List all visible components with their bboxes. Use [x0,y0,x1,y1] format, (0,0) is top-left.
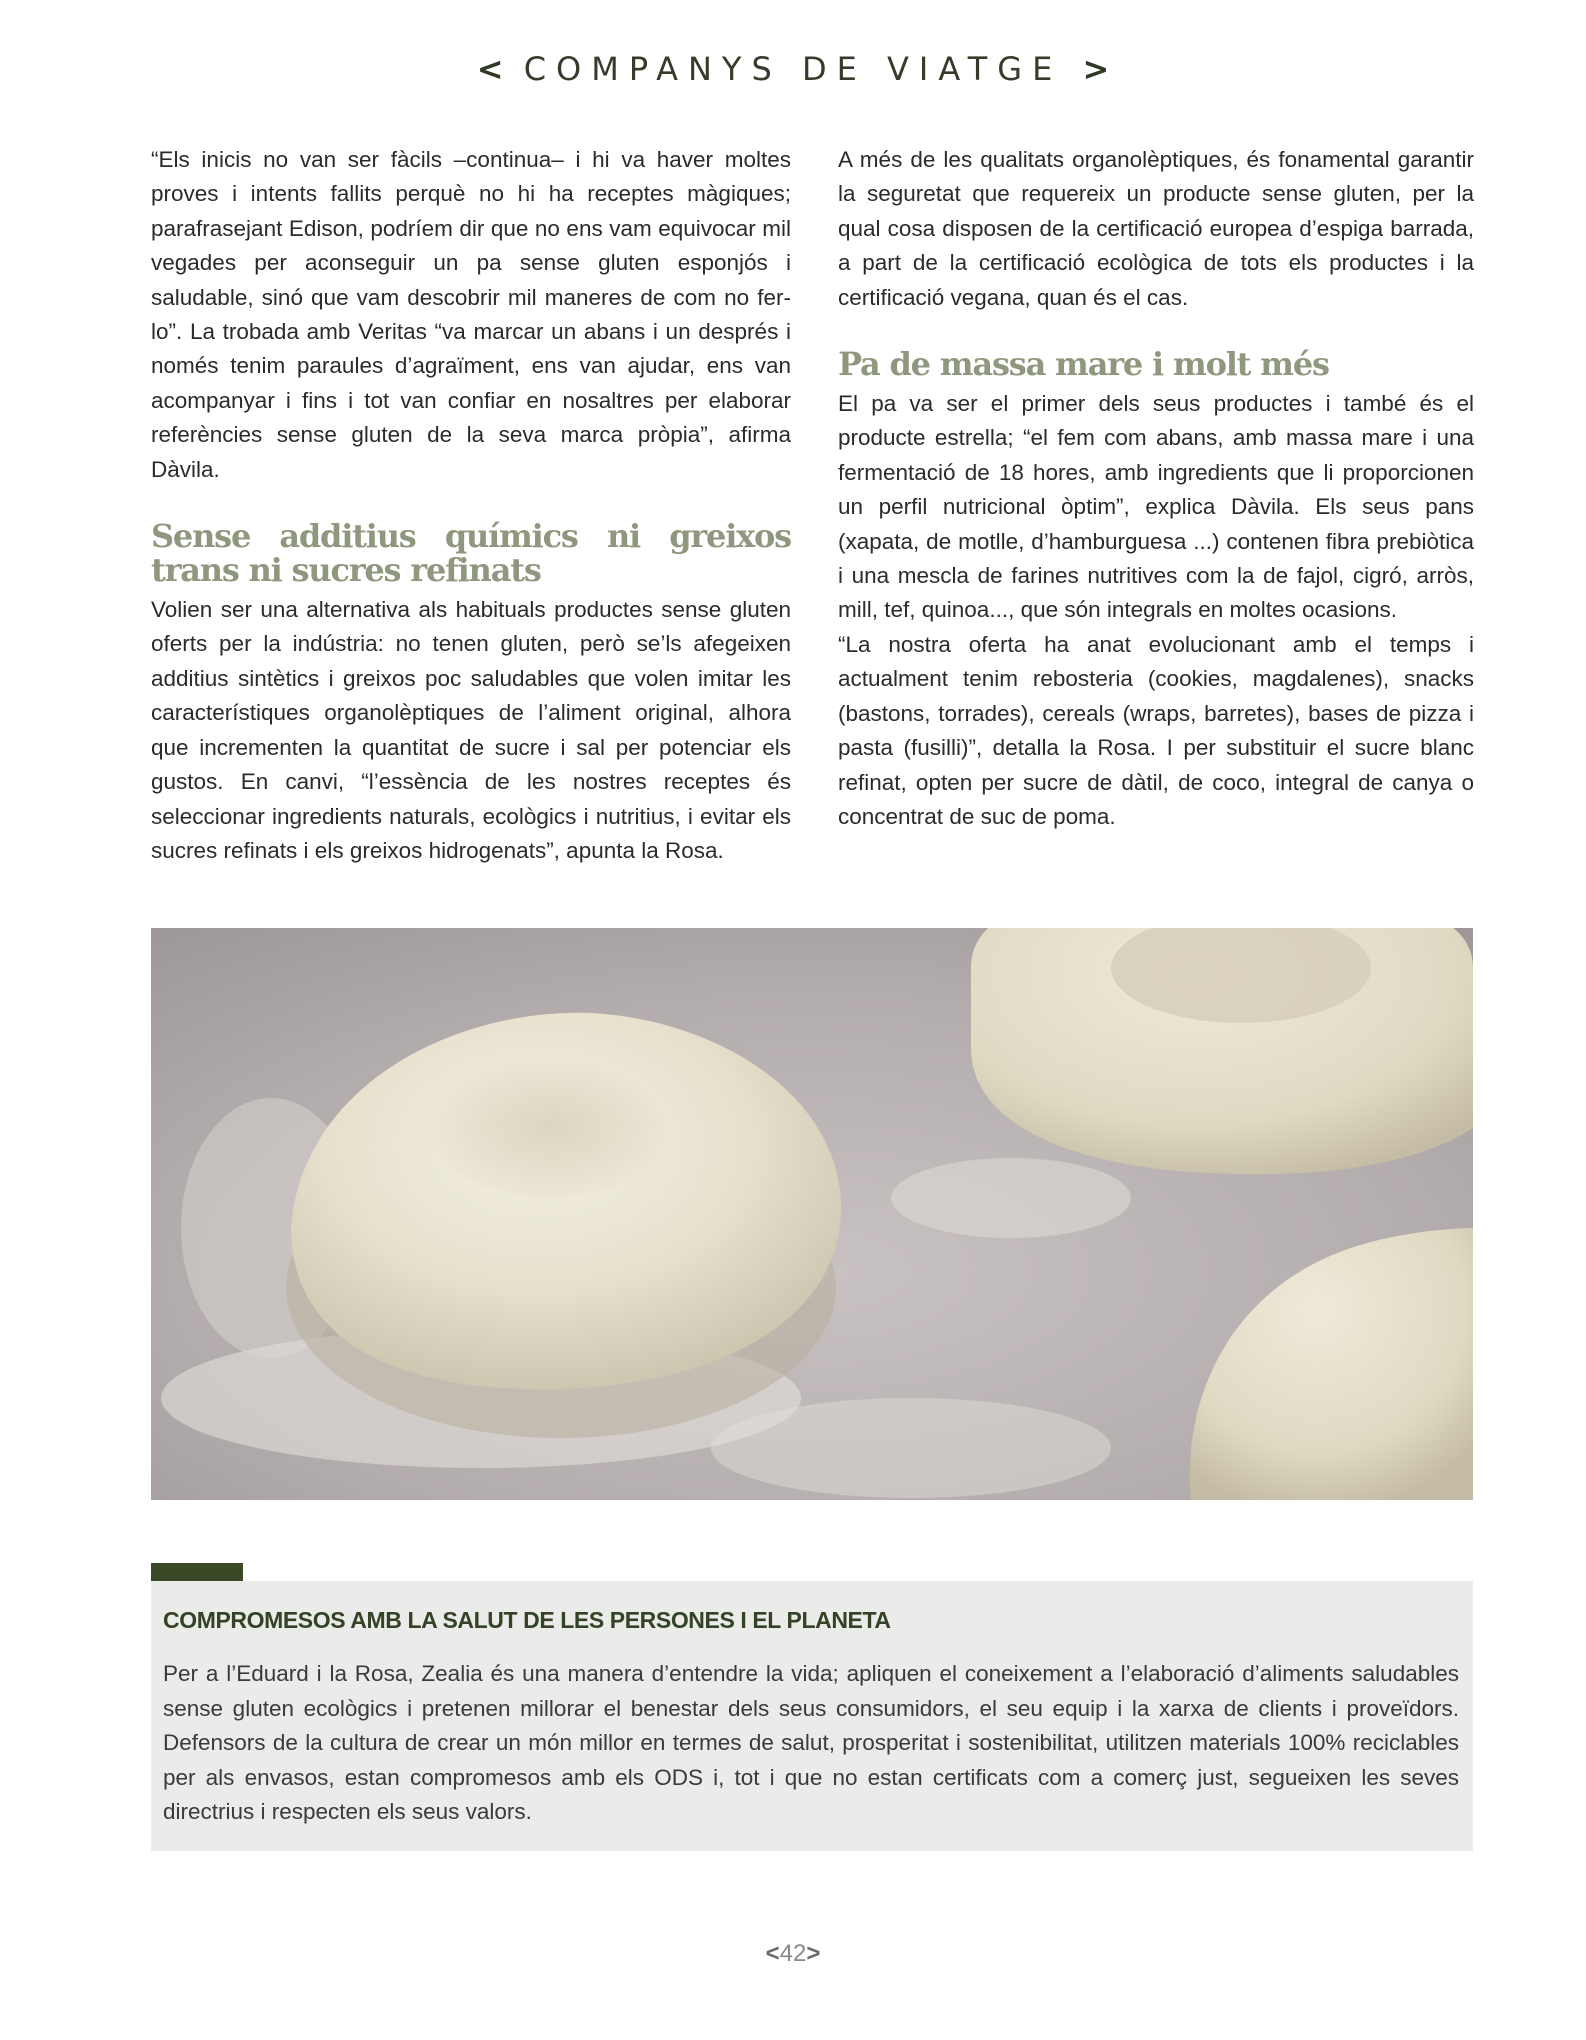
left-column [151,143,791,868]
sidebar-title: COMPROMESOS AMB LA SALUT DE LES PERSONES I EL PLANETA [163,1607,891,1633]
right-paragraph-3: “La nostra oferta ha anat evolucionant amb el temps i actualment tenim rebosteria (cookies, magdalenes), snacks (bastons, torrades), cereals (wraps, barretes), bases de pizza i pasta (fusilli)”, detalla la Rosa. I per substituir el sucre blanc refinat, opten per sucre de dàtil, de coco, integral de canya o concentrat de suc de poma. [838,631,1474,829]
sidebar-box [151,1581,1473,1851]
sidebar-tab-accent [151,1563,243,1581]
chevron-left-icon: < [476,50,504,88]
right-subheading: Pa de massa mare i molt més [838,345,1329,384]
sidebar-text: Per a l’Eduard i la Rosa, Zealia és una manera d’entendre la vida; apliquen el coneixement a l’elaboració d’aliments saludables sense gluten ecològics i pretenen millorar el benestar dels seus consumidors, el seu equip i la xarxa de clients i proveïdors. Defensors de la cultura de crear un món millor en termes de salut, prosperitat i sostenibilitat, utilitzen materials 100% reciclables per als envasos, estan compromesos amb els ODS i, tot i que no estan certificats com a comerç just, segueixen les seves directrius i respecten els seus valors. [163,1661,1459,1824]
page-number [0,1940,1586,1968]
dough-balls-photo [151,928,1473,1500]
right-paragraph-2: El pa va ser el primer dels seus productes i també és el producte estrella; “el fem com abans, amb massa mare i una fermentació de 18 hores, amb ingredients que li proporcionen un perfil nutricional òptim”, explica Dàvila. Els seus pans (xapata, de motlle, d’hamburguesa ...) contenen fibra prebiòtica i una mescla de farines nutritives com la de fajol, cigró, arròs, mill, tef, quinoa..., que són integrals en moltes ocasions. [838,391,1474,623]
chevron-left-icon: < [765,1940,780,1967]
page-number-value: 42 [779,1940,807,1967]
section-title: COMPANYS DE VIATGE [523,50,1063,88]
left-paragraph-2: Volien ser una alternativa als habituals productes sense gluten oferts per la indústria: no tenen gluten, però se’ls afegeixen additius sintètics i greixos poc saludables que volen imitar les característiques organolèptiques de l’aliment original, alhora que incrementen la quantitat de sucre i sal per potenciar els gustos. En canvi, “l’essència de les nostres receptes és seleccionar ingredients naturals, ecològics i nutritius, i evitar els sucres refinats i els greixos hidrogenats”, apunta la Rosa. [151,597,791,863]
chevron-right-icon: > [806,1940,821,1967]
left-subheading: Sense additius químics ni greixos trans ni sucres refinats [151,517,791,590]
right-column [838,143,1474,834]
section-header [0,50,1586,88]
right-paragraph-1: A més de les qualitats organolèptiques, és fonamental garantir la seguretat que requereix un producte sense gluten, per la qual cosa disposen de la certificació europea d’espiga barrada, a part de la certificació ecològica de tots els productes i la certificació vegana, quan és el cas. [838,147,1474,310]
left-paragraph-1: “Els inicis no van ser fàcils –continua– i hi va haver moltes proves i intents fallits perquè no hi ha receptes màgiques; parafrasejant Edison, podríem dir que no ens vam equivocar mil vegades per aconseguir un pa sense gluten esponjós i saludable, sinó que vam descobrir mil maneres de com no fer-lo”. La trobada amb Veritas “va marcar un abans i un després i només tenim paraules d’agraïment, ens van ajudar, ens van acompanyar i fins i tot van confiar en nosaltres per elaborar referències sense gluten de la seva marca pròpia”, afirma Dàvila. [151,147,791,482]
chevron-right-icon: > [1082,50,1110,88]
